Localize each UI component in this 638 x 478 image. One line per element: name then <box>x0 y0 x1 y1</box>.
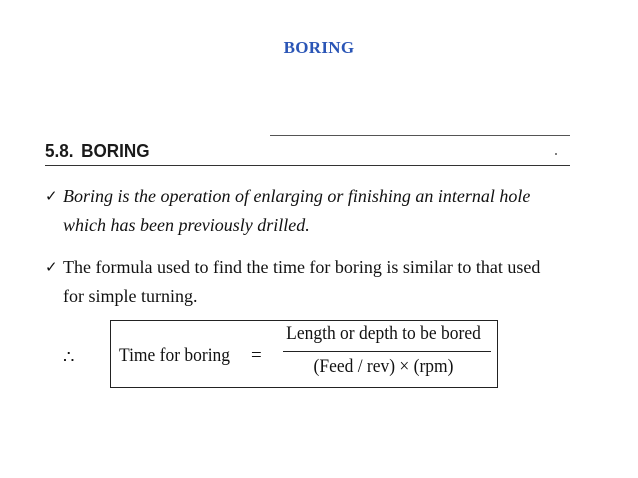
bullet-definition <box>45 182 585 240</box>
bullet-line: which has been previously drilled. <box>63 215 310 235</box>
formula-box <box>110 320 498 388</box>
formula-numerator: Length or depth to be bored <box>286 323 481 344</box>
therefore-symbol: ∴ <box>63 347 75 368</box>
check-icon: ✓ <box>45 258 58 276</box>
section-heading <box>45 141 150 162</box>
section-bottom-rule <box>45 165 570 166</box>
fraction-line <box>283 351 491 352</box>
bullet-line: for simple turning. <box>63 286 198 306</box>
bullet-line: Boring is the operation of enlarging or finishing an internal hole <box>63 186 531 206</box>
bullet-line: The formula used to find the time for boring is similar to that used <box>63 257 541 277</box>
section-number: 5.8. <box>45 141 74 161</box>
bullet-formula-note <box>45 253 585 311</box>
section-title: BORING <box>81 141 150 161</box>
formula-denominator: (Feed / rev) × (rpm) <box>313 356 454 377</box>
check-icon: ✓ <box>45 187 58 205</box>
scan-dot <box>555 153 557 155</box>
slide-title: BORING <box>283 38 355 57</box>
formula-equals: = <box>251 345 262 366</box>
section-top-rule <box>270 135 570 136</box>
formula-lhs: Time for boring <box>119 345 231 366</box>
